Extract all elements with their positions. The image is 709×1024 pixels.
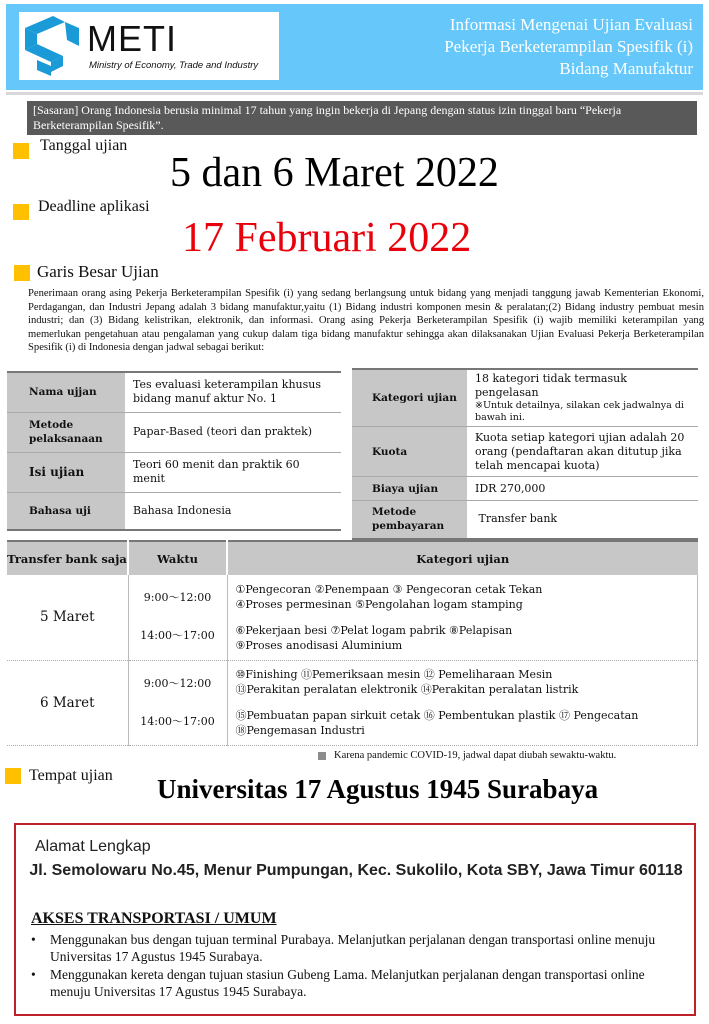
category-block: [228, 582, 698, 612]
info-row: [352, 477, 698, 501]
category-line: ⑩Finishing ⑪Pemeriksaan mesin ⑫ Pemeliharaan Mesin: [235, 668, 553, 681]
page-title: [444, 14, 693, 80]
access-item-text: Menggunakan kereta dengan tujuan stasiun Gubeng Lama. Melanjutkan perjalanan dengan transportasi online menuju Universitas 17 Agustus 1945 Surabaya.: [50, 967, 645, 999]
info-value: Tes evaluasi keterampilan khusus bidang manuf aktur No. 1: [125, 372, 341, 412]
info-key: Kategori ujian: [352, 369, 467, 427]
schedule-categories: [227, 660, 698, 745]
bullet-icon: •: [31, 932, 36, 947]
info-row: [7, 492, 341, 530]
schedule-categories: [227, 575, 698, 660]
covid-note: [318, 749, 616, 762]
time-slot: 9:00～12:00: [143, 676, 212, 690]
outline-paragraph: Penerimaan orang asing Pekerja Berketerampilan Spesifik (i) yang sedang berlangsung untuk bidang yang menjadi tanggung jawab Kementerian Ekonomi, Perdagangan, dan Industri Jepang adalah 3 bidang manufaktur,yaitu (1) Bidang industri komponen mesin & peralatan;(2) Bidang industry pembuat mesin industri; dan (3) Bidang kelistrikan, elektronik, dan informasi. Orang asing Pekerja Berketerampilan Spesifik (i) wajib memiliki keterampilan yang memerlukan pengetahuan atau pengalaman yang cukup dalam tiga bidang manufaktur sehingga akan dilaksanakan Ujian Evaluasi Pekerja Berketerampilan Spesifik (i) di Indonesia dengan jadwal sebagai berikut:: [28, 288, 704, 354]
header-divider: [6, 92, 703, 95]
category-line: ⑥Pekerjaan besi ⑦Pelat logam pabrik ⑧Pelapisan: [235, 623, 513, 637]
info-key: Isi ujian: [7, 452, 125, 492]
info-key: Bahasa uji: [7, 492, 125, 530]
schedule-row: [7, 660, 698, 745]
info-value: Kuota setiap kategori ujian adalah 20 orang (pendaftaran akan ditutup jika telah mencapai kuota): [467, 427, 698, 477]
info-value: Bahasa Indonesia: [125, 492, 341, 530]
schedule-row: [7, 575, 698, 660]
exam-info-table-right: [352, 368, 698, 540]
column-header: Transfer bank saja: [7, 541, 128, 575]
info-value: Teori 60 menit dan praktik 60 menit: [125, 452, 341, 492]
section-square-icon: [13, 204, 29, 220]
schedule-day: 6 Maret: [7, 660, 128, 745]
category-block: [228, 708, 698, 738]
info-row: [7, 452, 341, 492]
info-row: [352, 369, 698, 427]
info-key: Metode pembayaran: [352, 501, 467, 539]
info-note: ※Untuk detailnya, silakan cek jadwalnya di bawah ini.: [475, 400, 684, 423]
access-item: [29, 966, 679, 1000]
title-line: Bidang Manufaktur: [559, 59, 693, 78]
category-line: ④Proses permesinan ⑤Pengolahan logam stamping: [235, 597, 523, 611]
info-key: Nama ujjan: [7, 372, 125, 412]
category-block: [228, 667, 698, 697]
category-line: ⑨Proses anodisasi Aluminium: [235, 638, 403, 652]
schedule-times: [128, 575, 227, 660]
info-value: Papar-Based (teori dan praktek): [125, 412, 341, 452]
info-key: Biaya ujian: [352, 477, 467, 501]
exam-date-label: Tanggal ujian: [40, 137, 128, 154]
info-key: Kuota: [352, 427, 467, 477]
logo-name: METI: [87, 18, 177, 59]
category-line: ①Pengecoran ②Penempaan ③ Pengecoran cetak Tekan: [235, 582, 543, 596]
section-square-icon: [13, 143, 29, 159]
logo-subtitle: Ministry of Economy, Trade and Industry: [89, 60, 259, 71]
column-header: Kategori ujian: [227, 541, 698, 575]
title-line: Informasi Mengenai Ujian Evaluasi: [449, 15, 693, 34]
info-row: [7, 412, 341, 452]
header-banner: [6, 4, 703, 90]
info-key: Metode pelaksanaan: [7, 412, 125, 452]
deadline-label: Deadline aplikasi: [38, 198, 150, 215]
exam-date-value: 5 dan 6 Maret 2022: [170, 150, 499, 196]
info-row: [352, 501, 698, 539]
title-line: Pekerja Berketerampilan Spesifik (i): [444, 37, 693, 56]
time-slot: 9:00～12:00: [143, 591, 212, 605]
address-label: Alamat Lengkap: [35, 838, 151, 855]
section-square-icon: [5, 768, 21, 784]
exam-info-table-left: [7, 371, 341, 531]
bullet-icon: •: [31, 967, 36, 982]
time-slot: 14:00～17:00: [140, 714, 215, 728]
info-value: Transfer bank: [467, 501, 698, 539]
info-value: 18 kategori tidak termasuk pengelasan: [475, 372, 627, 399]
access-item: [29, 931, 679, 965]
note-square-icon: [318, 752, 326, 760]
info-row: [7, 372, 341, 412]
meti-logo-mark-icon: [23, 16, 81, 76]
schedule-table: [7, 540, 698, 746]
info-value-cell: [467, 369, 698, 427]
schedule-header-row: [7, 541, 698, 575]
time-slot: 14:00～17:00: [140, 629, 215, 643]
access-item-text: Menggunakan bus dengan tujuan terminal Purabaya. Melanjutkan perjalanan dengan transportasi online menuju Universitas 17 Agustus 1945 Surabaya.: [50, 932, 656, 964]
access-title: AKSES TRANSPORTASI / UMUM: [31, 910, 277, 927]
column-header: Waktu: [128, 541, 227, 575]
category-line: ⑬Perakitan peralatan elektronik ⑭Perakitan peralatan listrik: [235, 683, 579, 696]
outline-label: Garis Besar Ujian: [37, 262, 159, 281]
schedule-times: [128, 660, 227, 745]
venue-value: Universitas 17 Agustus 1945 Surabaya: [157, 774, 599, 804]
deadline-value: 17 Februari 2022: [182, 215, 472, 261]
address-value: Jl. Semolowaru No.45, Menur Pumpungan, Kec. Sukolilo, Kota SBY, Jawa Timur 60118: [29, 862, 683, 879]
section-square-icon: [14, 265, 30, 281]
category-line: ⑱Pengemasan Industri: [235, 724, 365, 737]
category-block: [228, 623, 698, 653]
info-value: IDR 270,000: [467, 477, 698, 501]
info-row: [352, 427, 698, 477]
covid-note-text: Karena pandemic COVID-19, jadwal dapat diubah sewaktu-waktu.: [334, 750, 617, 761]
address-box: [14, 823, 696, 1016]
schedule-day: 5 Maret: [7, 575, 128, 660]
venue-label: Tempat ujian: [29, 767, 113, 784]
access-list: [29, 931, 679, 1001]
category-line: ⑮Pembuatan papan sirkuit cetak ⑯ Pembentukan plastik ⑰ Pengecatan: [235, 709, 639, 722]
meti-logo: [19, 12, 279, 80]
target-audience-banner: [Sasaran] Orang Indonesia berusia minimal 17 tahun yang ingin bekerja di Jepang dengan status izin tinggal baru “Pekerja Berketerampilan Spesifik”.: [27, 101, 697, 135]
